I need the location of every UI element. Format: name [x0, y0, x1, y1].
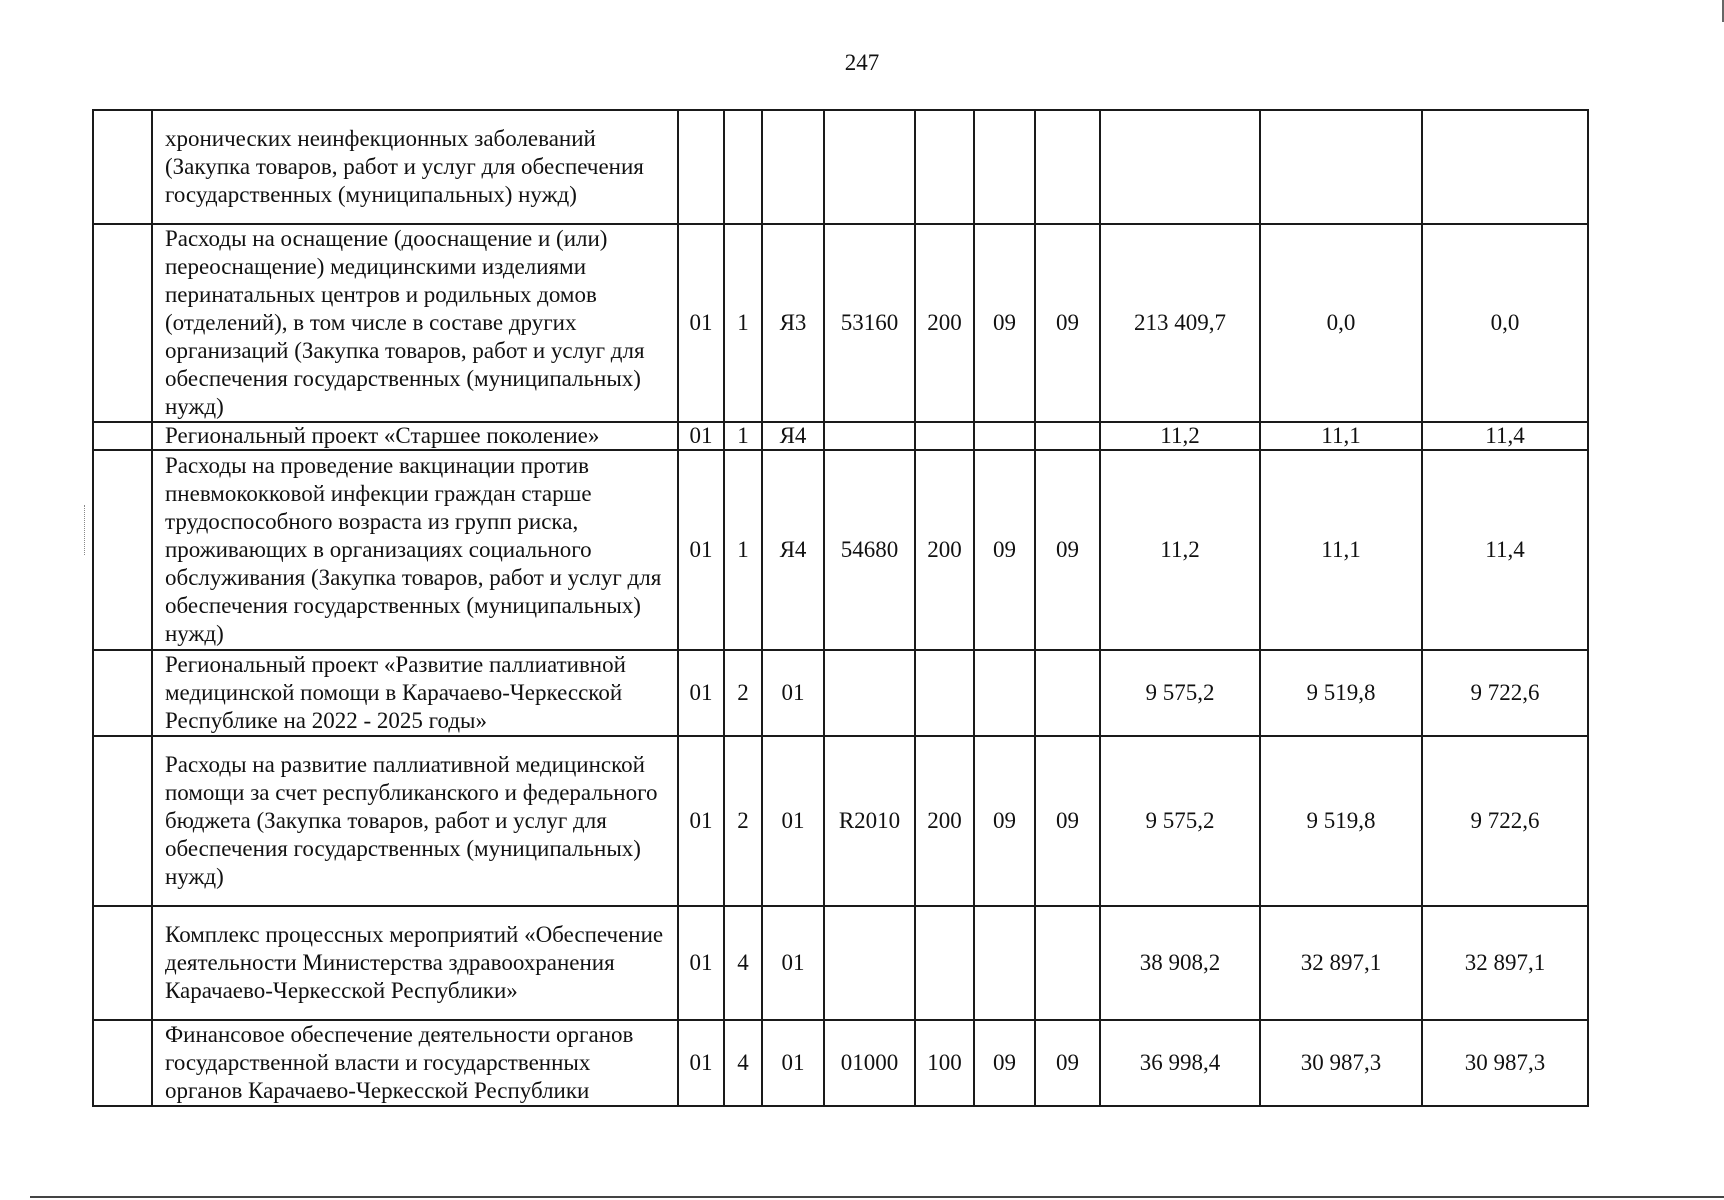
code-direction	[824, 422, 915, 450]
row-description: хронических неинфекционных заболеваний (Закупка товаров, работ и услуг для обеспечения государственных (муниципальных) нужд)	[152, 110, 678, 224]
code-event: Я4	[762, 450, 824, 650]
code-expense-type: 200	[915, 224, 974, 422]
code-program: 01	[678, 736, 724, 906]
code-program: 01	[678, 422, 724, 450]
amount-year-3: 32 897,1	[1422, 906, 1588, 1020]
amount-year-1: 9 575,2	[1100, 650, 1260, 736]
amount-year-2: 9 519,8	[1260, 650, 1422, 736]
code-section	[974, 422, 1035, 450]
amount-year-2: 11,1	[1260, 450, 1422, 650]
amount-year-1: 11,2	[1100, 450, 1260, 650]
table-row	[93, 736, 1588, 906]
row-index-cell	[93, 736, 152, 906]
bottom-page-rule	[30, 1196, 1724, 1198]
code-program: 01	[678, 224, 724, 422]
code-expense-type: 100	[915, 1020, 974, 1106]
code-event: Я3	[762, 224, 824, 422]
code-direction	[824, 110, 915, 224]
amount-year-1: 36 998,4	[1100, 1020, 1260, 1106]
row-description: Расходы на оснащение (дооснащение и (или) переоснащение) медицинскими изделиями перинатальных центров и родильных домов (отделений), в том числе в составе других организаций (Закупка товаров, работ и услуг для обеспечения государственных (муниципальных) нужд)	[152, 224, 678, 422]
code-direction: 53160	[824, 224, 915, 422]
amount-year-3	[1422, 110, 1588, 224]
code-subprogram: 2	[724, 736, 762, 906]
amount-year-2: 32 897,1	[1260, 906, 1422, 1020]
table-row	[93, 224, 1588, 422]
code-section: 09	[974, 224, 1035, 422]
code-section: 09	[974, 736, 1035, 906]
table-row	[93, 110, 1588, 224]
row-description: Расходы на развитие паллиативной медицинской помощи за счет республиканского и федерального бюджета (Закупка товаров, работ и услуг для обеспечения государственных (муниципальных) нужд)	[152, 736, 678, 906]
amount-year-1: 213 409,7	[1100, 224, 1260, 422]
amount-year-2	[1260, 110, 1422, 224]
row-index-cell	[93, 650, 152, 736]
code-subprogram	[724, 110, 762, 224]
table-row	[93, 422, 1588, 450]
table-row	[93, 1020, 1588, 1106]
row-description: Финансовое обеспечение деятельности органов государственной власти и государственных органов Карачаево-Черкесской Республики	[152, 1020, 678, 1106]
amount-year-3: 30 987,3	[1422, 1020, 1588, 1106]
code-subsection	[1035, 650, 1100, 736]
code-expense-type	[915, 422, 974, 450]
row-index-cell	[93, 906, 152, 1020]
code-subprogram: 4	[724, 906, 762, 1020]
code-subsection: 09	[1035, 224, 1100, 422]
amount-year-3: 11,4	[1422, 422, 1588, 450]
code-subsection: 09	[1035, 1020, 1100, 1106]
row-index-cell	[93, 110, 152, 224]
amount-year-2: 0,0	[1260, 224, 1422, 422]
code-section	[974, 110, 1035, 224]
code-event: 01	[762, 650, 824, 736]
code-direction	[824, 650, 915, 736]
code-program: 01	[678, 450, 724, 650]
code-subprogram: 2	[724, 650, 762, 736]
code-direction	[824, 906, 915, 1020]
code-expense-type: 200	[915, 736, 974, 906]
amount-year-3: 11,4	[1422, 450, 1588, 650]
code-section	[974, 906, 1035, 1020]
code-event: Я4	[762, 422, 824, 450]
amount-year-3: 9 722,6	[1422, 736, 1588, 906]
page-number: 247	[844, 50, 880, 75]
code-program: 01	[678, 906, 724, 1020]
amount-year-1: 38 908,2	[1100, 906, 1260, 1020]
code-subprogram: 4	[724, 1020, 762, 1106]
code-subsection	[1035, 110, 1100, 224]
row-description: Комплекс процессных мероприятий «Обеспечение деятельности Министерства здравоохранения Карачаево-Черкесской Республики»	[152, 906, 678, 1020]
row-description: Расходы на проведение вакцинации против пневмококковой инфекции граждан старше трудоспособного возраста из групп риска, проживающих в организациях социального обслуживания (Закупка товаров, работ и услуг для обеспечения государственных (муниципальных) нужд)	[152, 450, 678, 650]
row-description: Региональный проект «Старшее поколение»	[152, 422, 678, 450]
code-event: 01	[762, 736, 824, 906]
code-section	[974, 650, 1035, 736]
code-subsection: 09	[1035, 450, 1100, 650]
row-index-cell	[93, 450, 152, 650]
table-row	[93, 450, 1588, 650]
code-subsection	[1035, 422, 1100, 450]
code-program: 01	[678, 650, 724, 736]
row-index-cell	[93, 422, 152, 450]
code-subsection: 09	[1035, 736, 1100, 906]
code-subprogram: 1	[724, 422, 762, 450]
code-event: 01	[762, 1020, 824, 1106]
code-subprogram: 1	[724, 450, 762, 650]
amount-year-3: 9 722,6	[1422, 650, 1588, 736]
code-program	[678, 110, 724, 224]
row-description: Региональный проект «Развитие паллиативной медицинской помощи в Карачаево-Черкесской Республике на 2022 - 2025 годы»	[152, 650, 678, 736]
code-direction: 54680	[824, 450, 915, 650]
code-expense-type	[915, 650, 974, 736]
code-expense-type	[915, 110, 974, 224]
code-subprogram: 1	[724, 224, 762, 422]
row-index-cell	[93, 1020, 152, 1106]
code-subsection	[1035, 906, 1100, 1020]
amount-year-2: 9 519,8	[1260, 736, 1422, 906]
amount-year-3: 0,0	[1422, 224, 1588, 422]
amount-year-2: 11,1	[1260, 422, 1422, 450]
code-direction: R2010	[824, 736, 915, 906]
code-direction: 01000	[824, 1020, 915, 1106]
code-event	[762, 110, 824, 224]
row-index-cell	[93, 224, 152, 422]
table-row	[93, 650, 1588, 736]
amount-year-1: 9 575,2	[1100, 736, 1260, 906]
code-event: 01	[762, 906, 824, 1020]
code-program: 01	[678, 1020, 724, 1106]
code-section: 09	[974, 1020, 1035, 1106]
amount-year-2: 30 987,3	[1260, 1020, 1422, 1106]
amount-year-1	[1100, 110, 1260, 224]
code-expense-type: 200	[915, 450, 974, 650]
code-section: 09	[974, 450, 1035, 650]
amount-year-1: 11,2	[1100, 422, 1260, 450]
code-expense-type	[915, 906, 974, 1020]
table-row	[93, 906, 1588, 1020]
budget-table	[92, 109, 1589, 1107]
